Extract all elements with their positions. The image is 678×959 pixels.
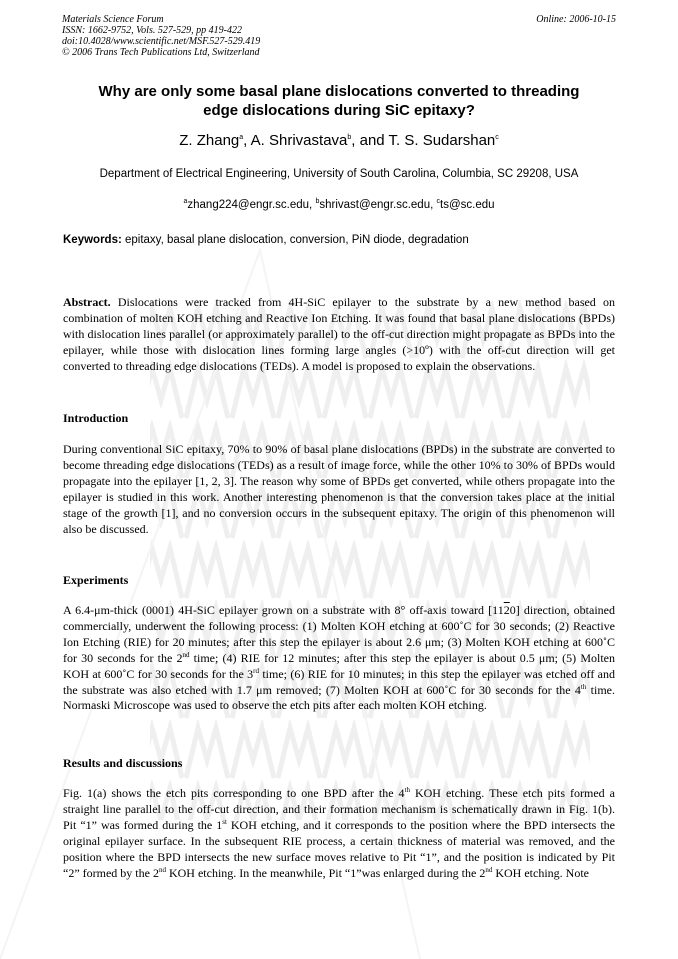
text-run: A 6.4-μm-thick (0001) 4H-SiC epilayer grown on a substrate with 8° off-axis toward [11 [63, 603, 504, 617]
text-run: KOH etching. In the meanwhile, Pit “1”was enlarged during the 2 [165, 865, 486, 880]
results-text [63, 786, 615, 881]
email-address: zhang224@engr.sc.edu, [187, 199, 316, 211]
results-heading: Results and discussions [63, 756, 183, 770]
email-address: ts@sc.edu [440, 199, 495, 211]
title-line-2: edge dislocations during SiC epitaxy? [203, 102, 475, 119]
text-run: time; (4) RIE for 12 minutes; after this step the epilayer is about 0.5 μm; (5) Molten KOH at 600˚C for 30 seconds for the 3 [63, 650, 616, 681]
keywords [63, 233, 617, 247]
title-line-1: Why are only some basal plane dislocations converted to threading [98, 83, 580, 100]
email-address: shrivast@engr.sc.edu, [319, 199, 437, 211]
paper-title [62, 82, 616, 120]
text-run: KOH etching. Note [492, 865, 589, 880]
email-mark: a [183, 198, 188, 206]
experiments-heading: Experiments [63, 573, 129, 587]
ordinal-suffix: th [580, 682, 587, 691]
text-run: Fig. 1(a) shows the etch pits corresponding to one BPD after the 4 [63, 786, 405, 800]
abstract [63, 295, 615, 375]
author-name: , A. Shrivastava [243, 132, 348, 149]
ordinal-suffix: rd [253, 666, 259, 675]
keywords-text: epitaxy, basal plane dislocation, conversion, PiN diode, degradation [121, 234, 469, 246]
text-run: KOH etching, and it corresponds to the position where the BPD intersects the original epilayer surface. In the subsequent RIE process, a certain thickness of material was removed, and the position where the BPD intersects the new surface moves relative to Pit “1”, and the position is indicated by Pit “2” formed by the 2 [63, 817, 615, 880]
author-name: , and T. S. Sudarshan [351, 132, 496, 149]
overlined-index: 2 [503, 603, 510, 617]
email-mark: c [436, 198, 440, 206]
introduction-text: During conventional SiC epitaxy, 70% to 90% of basal plane dislocations (BPDs) in the substrate are converted to become threading edge dislocations (TEDs) as a result of image force, while the other 10% to 30% of BPDs would propagate into the epilayer [1, 2, 3]. The reason why some of BPDs get converted, while others propagate into the epilayer is studied in this work. Another interesting phenomenon is that the conversion takes place at the initial stage of the growth [1], and no conversion occurs in the subsequent epitaxy. The origin of this phenomenon will also be discussed. [63, 442, 615, 536]
introduction-heading: Introduction [63, 411, 129, 425]
issn-line: ISSN: 1662-9752, Vols. 527-529, pp 419-422 [62, 25, 242, 36]
journal-name: Materials Science Forum [62, 14, 164, 25]
text-run: 0] direction, obtained commercially, underwent the following process: (1) Molten KOH etching at 600˚C for 30 seconds; (2) Reactive Ion Etching (RIE) for 20 minutes; after this step the epilayer is about 2.6 μm; (3) Molten KOH etching at 600˚C for 30 seconds for the 2 [63, 603, 615, 665]
text-run: time. Normaski Microscope was used to observe the etch pits after each molten KOH etching. [63, 682, 615, 713]
author-list [62, 132, 616, 150]
abstract-text: Dislocations were tracked from 4H-SiC epilayer to the substrate by a new method based on combination of molten KOH etching and Reactive Ion Etching. It was found that basal plane dislocations (BPDs) with dislocation lines parallel (or approximately parallel) to the off-cut direction might propagate as BPDs into the epilayer, while those with dislocation lines forming large angles (>10º) with the off-cut direction will get converted to threading edge dislocations (TEDs). A model is proposed to explain the observations. [63, 295, 615, 373]
author-affil-mark: c [495, 134, 499, 141]
copyright-line: © 2006 Trans Tech Publications Ltd, Switzerland [62, 47, 260, 58]
email-mark: b [315, 198, 320, 206]
affiliation: Department of Electrical Engineering, University of South Carolina, Columbia, SC 29208, USA [99, 168, 579, 180]
author-affil-mark: b [347, 134, 352, 141]
ordinal-suffix: nd [182, 650, 190, 659]
author-affil-mark: a [239, 134, 244, 141]
ordinal-suffix: nd [158, 865, 166, 874]
author-emails [62, 198, 616, 212]
ordinal-suffix: nd [485, 865, 493, 874]
journal-header [62, 14, 260, 58]
abstract-label: Abstract. [63, 295, 111, 309]
experiments-text [63, 603, 615, 714]
ordinal-suffix: th [404, 786, 410, 794]
ordinal-suffix: st [222, 817, 227, 826]
online-date: Online: 2006-10-15 [536, 14, 616, 25]
author-name: Z. Zhang [179, 132, 240, 149]
keywords-label: Keywords: [63, 234, 122, 246]
doi-line: doi:10.4028/www.scientific.net/MSF.527-529.419 [62, 36, 261, 47]
text-run: KOH etching. These etch pits formed a straight line parallel to the off-cut direction, and their formation mechanism is schematically drawn in Fig. 1(b). Pit “1” was formed during the 1 [63, 786, 615, 832]
text-run: time; (6) RIE for 10 minutes; in this step the epilayer was etched off and the substrate was also etched with 1.7 μm removed; (7) Molten KOH at 600˚C for 30 seconds for the 4 [63, 666, 615, 697]
